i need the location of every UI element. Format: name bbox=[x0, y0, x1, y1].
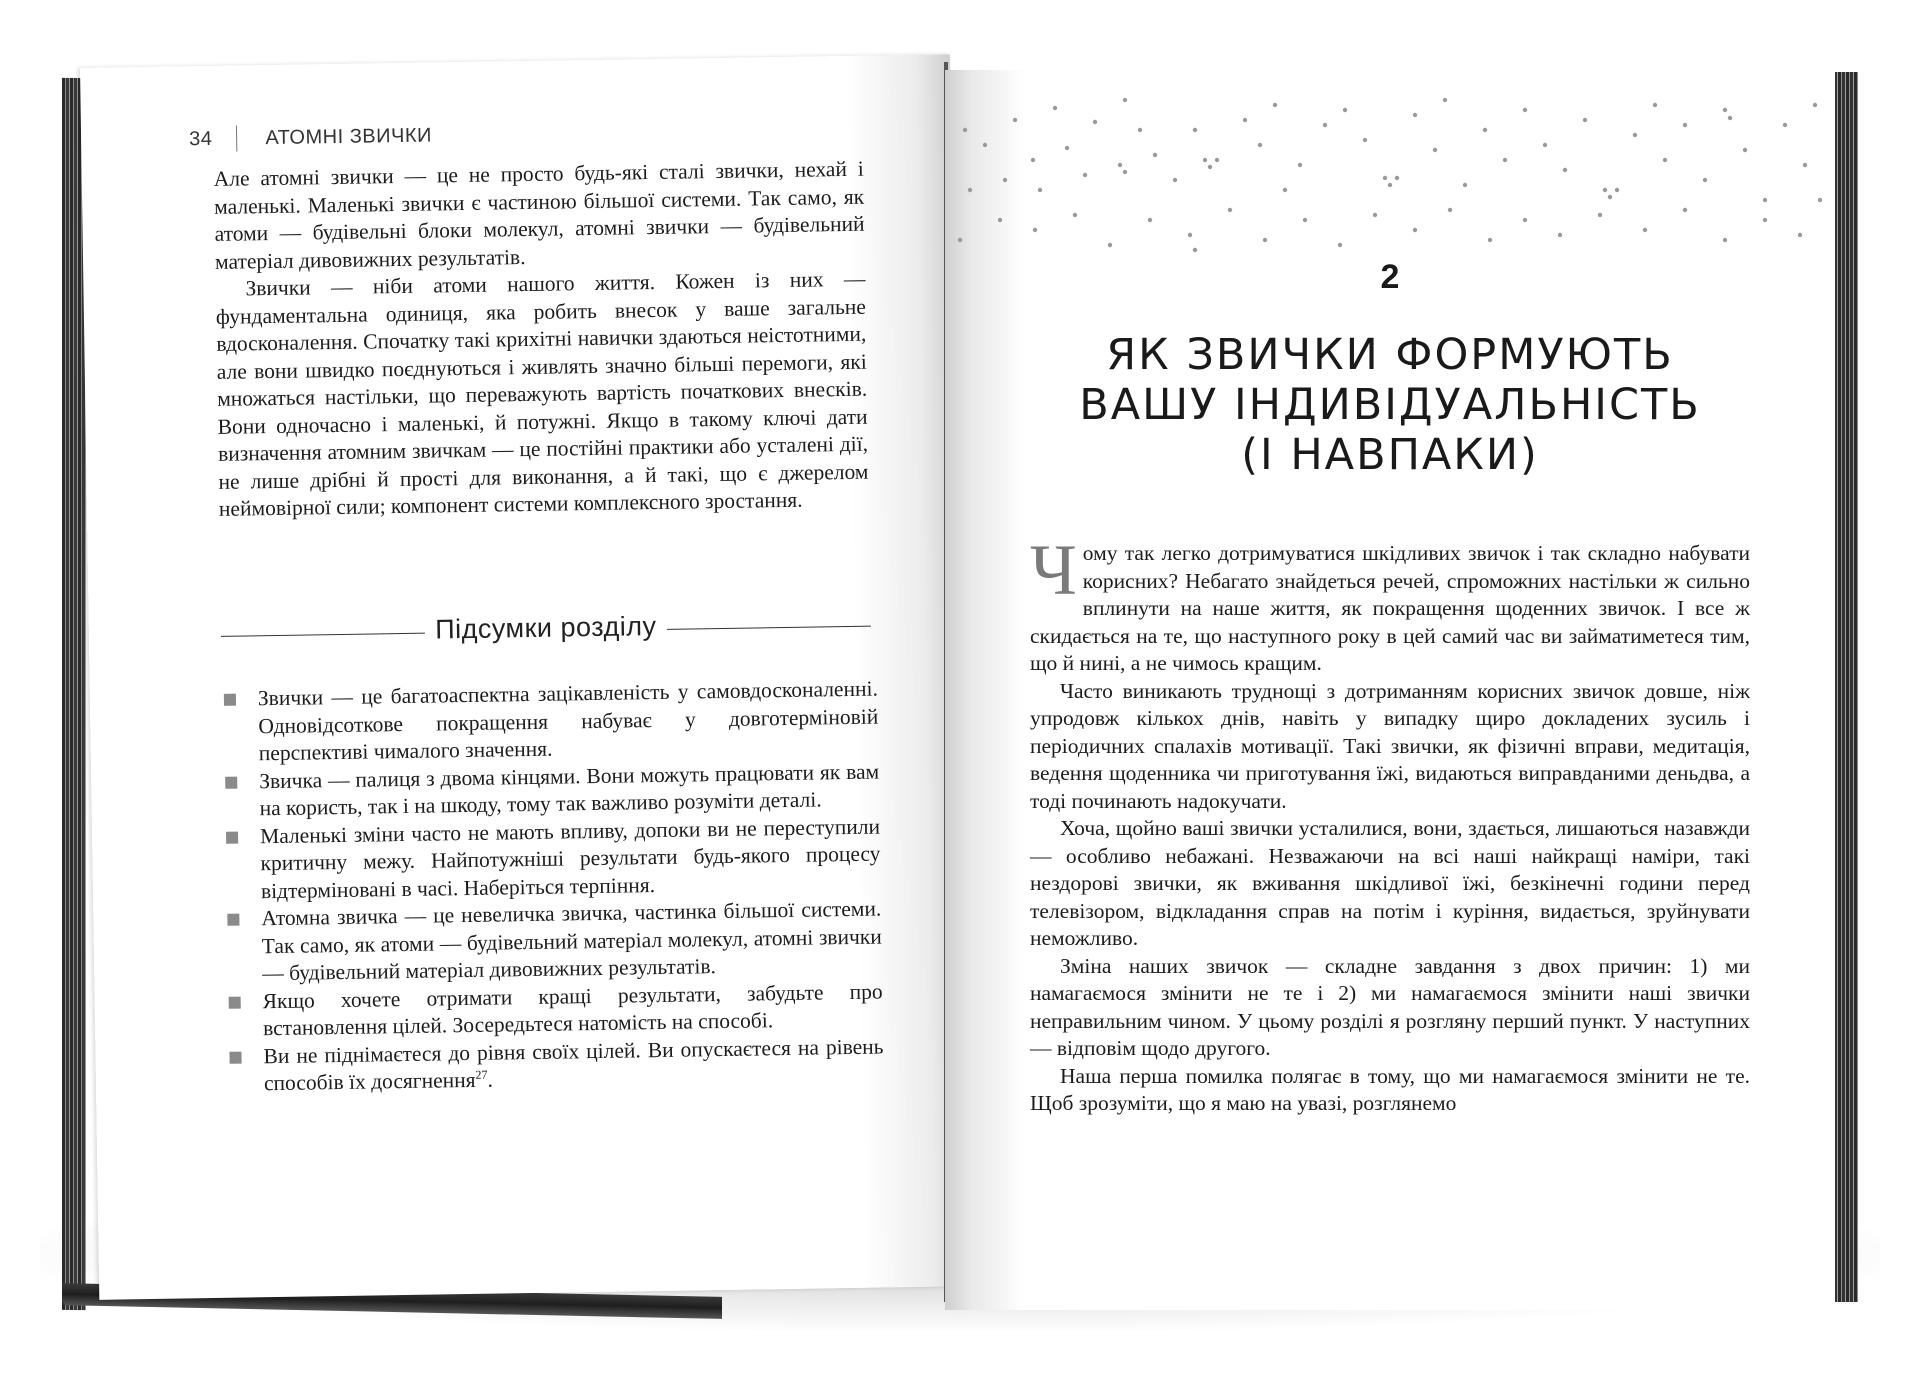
footnote-reference: 27 bbox=[475, 1067, 488, 1082]
list-item: Маленькі зміни часто не мають впливу, допоки ви не переступили критичну межу. Найпотужніші результати будь-якого процесу відтерміновані в часі. Наберіться терпіння. bbox=[220, 813, 881, 906]
left-body-text bbox=[214, 156, 870, 524]
heading-rule-left bbox=[221, 633, 425, 637]
left-page bbox=[80, 54, 969, 1300]
chapter-title bbox=[945, 330, 1835, 480]
square-bullet-icon bbox=[226, 831, 238, 843]
right-page bbox=[945, 70, 1835, 1310]
paragraph: Звички — ніби атоми нашого життя. Кожен із них — фундаментальна одиниця, яка робить внесок у ваше загальне вдосконалення. Спочатку такі крихітні навички здаються неістотними, але вони швидко поєднуються і живлять значно більші перемоги, які множаться настільки, що переважують вартість початкових внесків. Вони одночасно і маленькі, й потужні. Якщо в такому ключі дати визначення атомним звичкам — це постійні практики або усталені дії, не лише дрібні й прості для виконання, а й такі, що є джерелом неймовірної сили; компонент системи комплексного зростання. bbox=[215, 266, 869, 521]
list-item: Звичка — палиця з двома кінцями. Вони можуть працювати як вам на користь, так і на шкоду, тому так важливо розуміти деталі. bbox=[219, 758, 880, 823]
page-number: 34 bbox=[188, 127, 213, 150]
square-bullet-icon bbox=[225, 776, 237, 788]
book-title: АТОМНІ ЗВИЧКИ bbox=[265, 123, 433, 149]
dotted-pattern-decoration bbox=[945, 70, 1835, 270]
list-item: Звички — це багатоаспектна зацікавленість у самовдосконаленні. Одновідсоткове покращення набуває у довготерміновій перспективі чималого значення. bbox=[218, 676, 879, 769]
list-item: Ви не піднімаєтеся до рівня своїх цілей. Ви опускаєтеся на рівень способів їх досягнення$^{27}$. bbox=[223, 1033, 884, 1098]
drop-cap: Ч bbox=[1030, 530, 1077, 610]
right-body-text bbox=[1030, 530, 1750, 1118]
square-bullet-icon bbox=[229, 996, 241, 1008]
paragraph: Чому так легко дотримуватися шкідливих звичок і так складно набувати корисних? Небагато знайдеться речей, спроможних настільки ж сильно вплинути на наше життя, як покращення щоденних звичок. І все ж скидається на те, що наступного року в цей самий час ви займатиметеся тим, що й нині, а не чимось кращим. bbox=[1030, 530, 1750, 675]
header-separator bbox=[236, 126, 237, 152]
summary-heading-text: Підсумки розділу bbox=[434, 611, 657, 645]
chapter-title-line: ВАШУ ІНДИВІДУАЛЬНІСТЬ bbox=[1079, 380, 1701, 430]
chapter-title-line: ЯК ЗВИЧКИ ФОРМУЮТЬ bbox=[1106, 330, 1674, 380]
square-bullet-icon bbox=[229, 1051, 241, 1063]
chapter-title-line: (І НАВПАКИ) bbox=[1241, 430, 1539, 480]
list-item: Якщо хочете отримати кращі результати, забудьте про встановлення цілей. Зосередьтеся натомість на способі. bbox=[222, 978, 883, 1043]
chapter-summary-heading bbox=[221, 608, 871, 649]
paragraph: Часто виникають труднощі з дотриманням корисних звичок довше, ніж упродовж кількох днів, навіть у випадку щиро докладених зусиль і періодичних спалахів мотивації. Такі звички, як фізичні вправи, медитація, ведення щоденника чи приготування їжі, видаються виправданими деньдва, а тоді починають надокучати. bbox=[1030, 678, 1750, 813]
square-bullet-icon bbox=[224, 694, 236, 706]
running-header bbox=[189, 122, 432, 152]
summary-list bbox=[218, 676, 884, 1099]
heading-rule-right bbox=[667, 626, 871, 630]
paragraph: Наша перша помилка полягає в тому, що ми намагаємося змінити не те. Щоб зрозуміти, що я маю на увазі, розглянемо bbox=[1030, 1063, 1750, 1115]
square-bullet-icon bbox=[227, 914, 239, 926]
paragraph: Але атомні звички — це не просто будь-які сталі звички, нехай і маленькі. Маленькі звички є частиною більшої системи. Так само, як атоми — будівельні блоки молекул, атомні звички — будівельний матеріал дивовижних результатів. bbox=[213, 156, 865, 274]
list-item: Атомна звичка — це невеличка звичка, частинка більшої системи. Так само, як атоми — будівельний матеріал молекул, атомні звички — будівельний матеріал дивовижних результатів. bbox=[221, 896, 882, 989]
paragraph: Зміна наших звичок — складне завдання з двох причин: 1) ми намагаємося змінити не те і 2) ми намагаємося змінити наші звички неправильним чином. У цьому розділі я розгляну перший пункт. У наступних — відповім щодо другого. bbox=[1030, 953, 1750, 1060]
chapter-number: 2 bbox=[1380, 258, 1400, 296]
paragraph: Хоча, щойно ваші звички усталилися, вони, здається, лишаються назавжди — особливо небажані. Незважаючи на всі наші найкращі наміри, такі нездорові звички, як вживання шкідливої їжі, безкінечні години перед телевізором, відкладання справ на потім і куріння, видається, зруйнувати неможливо. bbox=[1030, 816, 1750, 950]
